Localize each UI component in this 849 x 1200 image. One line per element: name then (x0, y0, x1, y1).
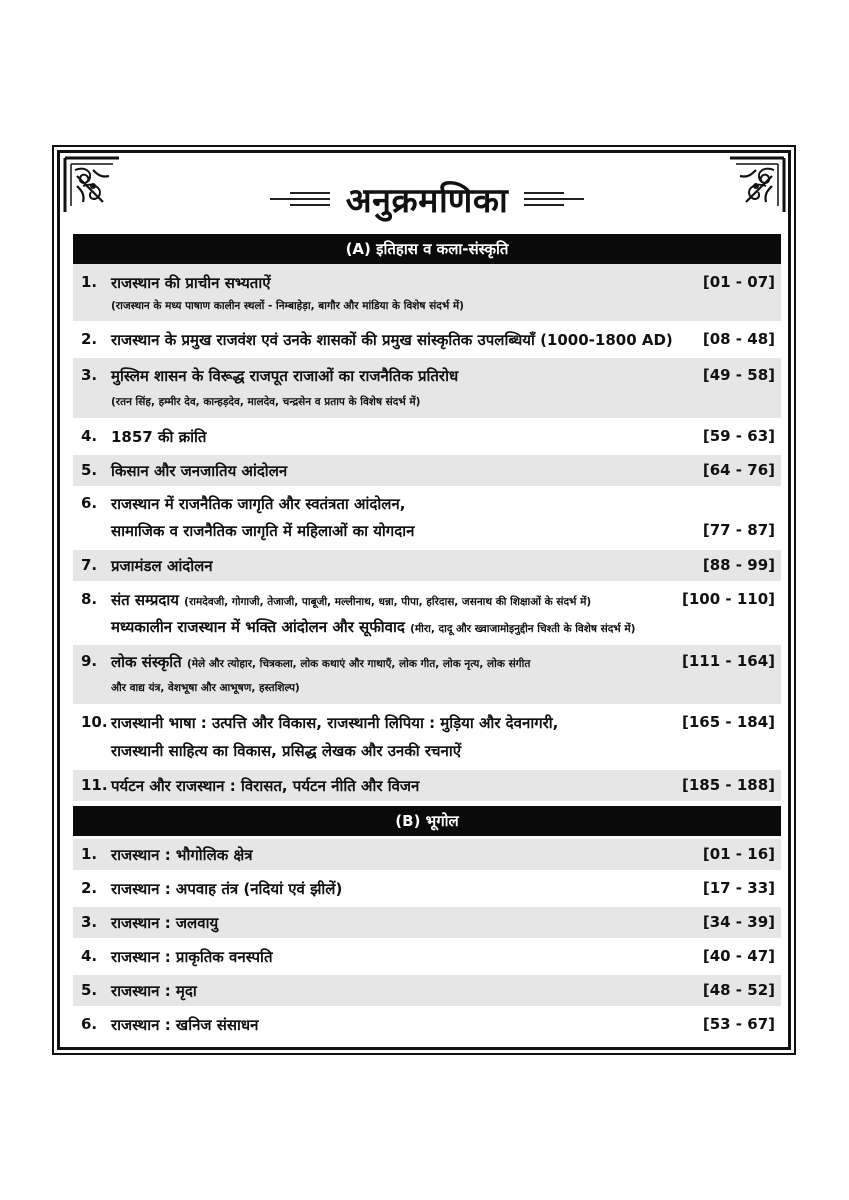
entry-title-line2 (111, 617, 635, 637)
entry-number: 3. (81, 366, 98, 384)
entry-number: 4. (81, 427, 98, 445)
entry-title (111, 652, 530, 672)
entry-number: 1. (81, 845, 98, 863)
entry-title: पर्यटन और राजस्थान : विरासत, पर्यटन नीति और विजन (111, 777, 420, 795)
entry-pages: [88 - 99] (702, 556, 775, 574)
toc-entry[interactable] (73, 839, 781, 870)
entry-title-line2: सामाजिक व राजनैतिक जागृति में महिलाओं का योगदान (111, 522, 415, 540)
entry-pages: [08 - 48] (702, 330, 775, 348)
entry-pages: [40 - 47] (702, 947, 775, 965)
toc-entry[interactable] (73, 358, 781, 418)
entry-title: राजस्थान : भौगोलिक क्षेत्र (111, 846, 253, 864)
entry-number: 6. (81, 1015, 98, 1033)
entry-title: प्रजामंडल आंदोलन (111, 557, 213, 575)
toc-entry[interactable] (73, 941, 781, 972)
entry-note: (रामदेवजी, गोगाजी, तेजाजी, पाबूजी, मल्लीनाथ, धन्ना, पीपा, हरिदास, जसनाथ की शिक्षाओं के संदर्भ में) (184, 596, 592, 608)
page-title: अनुक्रमणिका (345, 181, 509, 221)
entry-pages: [111 - 164] (681, 652, 775, 670)
entry-number: 2. (81, 330, 98, 348)
entry-title: राजस्थान की प्राचीन सभ्यताऐं (111, 274, 271, 292)
entry-title: राजस्थान में राजनैतिक जागृति और स्वतंत्रता आंदोलन, (111, 495, 406, 513)
entry-pages: [34 - 39] (702, 913, 775, 931)
entry-number: 8. (81, 590, 98, 608)
entry-title-line2: राजस्थानी साहित्य का विकास, प्रसिद्ध लेखक और उनकी रचनाऐं (111, 742, 462, 760)
entry-title: किसान और जनजातिय आंदोलन (111, 462, 288, 480)
toc-entry[interactable] (73, 264, 781, 321)
entry-subtitle: (रतन सिंह, हम्मीर देव, कान्हड़देव, मालदेव, चन्द्रसेन व प्रताप के विशेष संदर्भ में) (111, 396, 421, 408)
entry-pages: [53 - 67] (702, 1015, 775, 1033)
entry-pages: [49 - 58] (702, 366, 775, 384)
toc-entry[interactable] (73, 323, 781, 355)
toc-entry[interactable] (73, 1009, 781, 1040)
entry-title: 1857 की क्रांति (111, 428, 207, 446)
entry-pages: [64 - 76] (702, 461, 775, 479)
entry-note: (मेले और त्योहार, चित्रकला, लोक कथाएं और गाथाएँ, लोक गीत, लोक नृत्य, लोक संगीत (186, 658, 531, 670)
toc-entry[interactable] (73, 975, 781, 1006)
entry-note-second: (मीरा, दादू और ख्वाजामोइनुद्दीन चिश्ती के विशेष संदर्भ में) (410, 623, 636, 635)
title-rule-right (524, 192, 584, 206)
entry-number: 10. (81, 713, 108, 731)
entry-number: 7. (81, 556, 98, 574)
entry-title: राजस्थान : जलवायु (111, 914, 219, 932)
entry-pages: [77 - 87] (702, 521, 775, 539)
entry-number: 6. (81, 494, 98, 512)
toc-entry[interactable] (73, 550, 781, 581)
entry-pages: [185 - 188] (681, 776, 775, 794)
entry-title: राजस्थान के प्रमुख राजवंश एवं उनके शासकों की प्रमुख सांस्कृतिक उपलब्धियाँ (1000-1800 AD) (111, 331, 673, 349)
section-a-heading: (A) इतिहास व कला-संस्कृति (73, 234, 781, 264)
entry-number: 1. (81, 273, 98, 291)
toc-entry[interactable] (73, 420, 781, 452)
section-b-heading: (B) भूगोल (73, 806, 781, 836)
entry-subtitle: और वाद्य यंत्र, वेशभूषा और आभूषण, हस्तशिल्प) (111, 682, 300, 694)
entry-pages: [01 - 16] (702, 845, 775, 863)
entry-title-main: संत सम्प्रदाय (111, 591, 179, 609)
toc-entry[interactable] (73, 706, 781, 768)
entry-title: राजस्थान : खनिज संसाधन (111, 1016, 259, 1034)
entry-pages: [100 - 110] (681, 590, 775, 608)
toc-entry[interactable] (73, 583, 781, 643)
entry-pages: [01 - 07] (702, 273, 775, 291)
entry-number: 9. (81, 652, 98, 670)
entry-number: 4. (81, 947, 98, 965)
entry-title-main: लोक संस्कृति (111, 653, 182, 671)
entry-title: राजस्थान : मृदा (111, 982, 197, 1000)
entry-title: राजस्थानी भाषा : उत्पत्ति और विकास, राजस्थानी लिपिया : मुड़िया और देवनागरी, (111, 714, 559, 732)
entry-subtitle: (राजस्थान के मध्य पाषाण कालीन स्थलों - निम्बाहेड़ा, बागौर और मांडिया के विशेष संदर्भ में) (111, 300, 464, 312)
entry-title: मुस्लिम शासन के विरूद्ध राजपूत राजाओं का राजनैतिक प्रतिरोध (111, 367, 459, 385)
entry-pages: [17 - 33] (702, 879, 775, 897)
toc-entry[interactable] (73, 770, 781, 801)
entry-pages: [59 - 63] (702, 427, 775, 445)
toc-entry[interactable] (73, 455, 781, 486)
entry-number: 5. (81, 981, 98, 999)
entry-pages: [165 - 184] (681, 713, 775, 731)
entry-title: राजस्थान : अपवाह तंत्र (नदियां एवं झीलें) (111, 880, 343, 898)
entry-number: 5. (81, 461, 98, 479)
entry-number: 3. (81, 913, 98, 931)
toc-entry[interactable] (73, 907, 781, 938)
toc-entry[interactable] (73, 873, 781, 904)
entry-number: 11. (81, 776, 108, 794)
title-rule-left (270, 192, 330, 206)
page-title-area (73, 172, 781, 226)
entry-pages: [48 - 52] (702, 981, 775, 999)
toc-entry[interactable] (73, 645, 781, 704)
entry-title: राजस्थान : प्राकृतिक वनस्पति (111, 948, 273, 966)
entry-title (111, 590, 591, 610)
entry-number: 2. (81, 879, 98, 897)
toc-entry[interactable] (73, 488, 781, 548)
entry-title-second: मध्यकालीन राजस्थान में भक्ति आंदोलन और सूफीवाद (111, 618, 405, 636)
